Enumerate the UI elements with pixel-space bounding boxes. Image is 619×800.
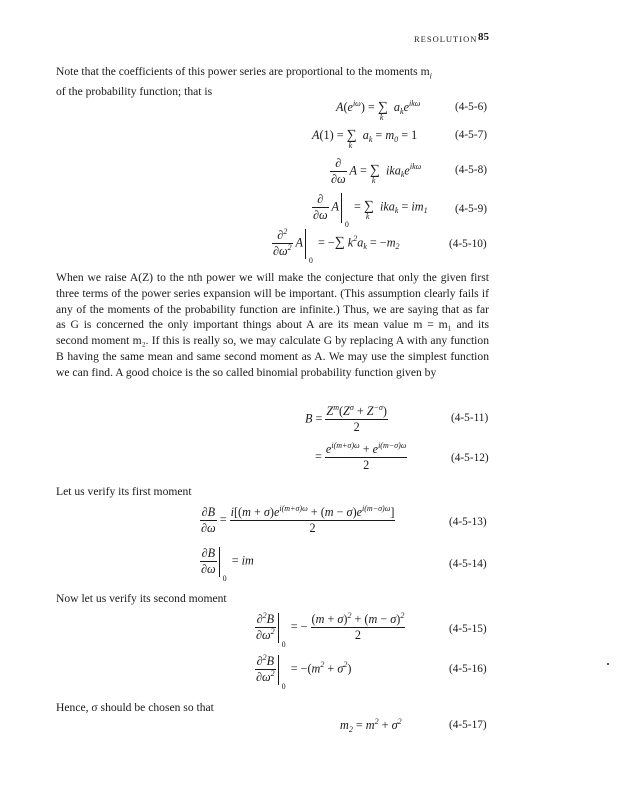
equation-4-5-12: = $\frac{e^{i(m+\sigma)\omega} + e^{i(m-\sigma)\omega}}{2}$ (315, 441, 407, 472)
equation-4-5-8: $\frac{\partial}{\partial\omega}$ A = ∑ k $ika_ke^{ik\omega}$ (331, 156, 422, 186)
equation-number-4-5-13: (4-5-13) (449, 516, 487, 528)
equation-4-5-10: $\frac{\partial^2}{\partial\omega^2}$ A 0 = −∑ $k^2a_k = -m_2$ (273, 227, 400, 265)
equation-number-4-5-11: (4-5-11) (451, 412, 489, 424)
equation-number-4-5-6: (4-5-6) (455, 101, 487, 113)
equation-4-5-16: $\frac{\partial^2B}{\partial\omega^2}$ 0 = $-(m^2 + \sigma^2)$ (256, 653, 352, 691)
main-paragraph: When we raise A(Z) to the nth power we will make the conjecture that only the given first three terms of the power series expansion will be important. (This assumption clearly fails if any of the moments of the probability function are infinite.) Thus, we are saying that as far as G is concerned the only important things about A are its mean value m = m₁ and its second moment m₂. If this is really so, we may calculate G by replacing A with any function B having the same mean and same second moment as A. We may use the simplest function we can find. A good choice is the so called binomial probability function given by (56, 271, 489, 379)
running-header-title: RESOLUTION (414, 34, 478, 44)
equation-number-4-5-14: (4-5-14) (449, 558, 487, 570)
equation-4-5-6: $A(e^{i\omega})$ = ∑ k $a_ke^{ik\omega}$ (336, 99, 421, 122)
equation-number-4-5-7: (4-5-7) (455, 129, 487, 141)
text-second-moment: Now let us verify its second moment (56, 592, 227, 605)
equation-4-5-17: $m_2 = m^2 + \sigma^2$ (340, 717, 402, 734)
page-number: 85 (478, 31, 489, 43)
equation-number-4-5-12: (4-5-12) (451, 452, 489, 464)
equation-number-4-5-10: (4-5-10) (449, 238, 487, 250)
equation-4-5-13: $\frac{\partial B}{\partial\omega}$ = $\frac{i[(m + \sigma)e^{i(m+\sigma)\omega} + (m - \sigma)e^{i(m-\sigma)\omega}]}{2}$ (201, 504, 395, 535)
equation-number-4-5-9: (4-5-9) (455, 203, 487, 215)
equation-4-5-11: B = $\frac{Z^m(Z^\sigma + Z^{-\sigma})}{2}$ (305, 403, 387, 434)
intro-line-1: Note that the coefficients of this power series are proportional to the moments m (56, 65, 430, 78)
intro-line-2: of the probability function; that is (56, 85, 213, 99)
equation-number-4-5-15: (4-5-15) (449, 623, 487, 635)
equation-4-5-7: A(1) = ∑ k $a_k = m_0 = 1$ (312, 128, 418, 150)
intro-line-1-subscript: i (429, 71, 432, 81)
equation-4-5-14: $\frac{\partial B}{\partial\omega}$ 0 = im (201, 546, 254, 583)
text-first-moment: Let us verify its first moment (56, 485, 192, 498)
intro-paragraph (56, 64, 489, 100)
equation-4-5-15: $\frac{\partial^2B}{\partial\omega^2}$ 0 = − $\frac{(m + \sigma)^2 + (m - \sigma)^2}{2}$ (256, 611, 405, 649)
equation-number-4-5-17: (4-5-17) (449, 719, 487, 731)
equation-4-5-9: $\frac{\partial}{\partial\omega}$ A 0 = ∑ k $ika_k = im_1$ (313, 192, 428, 229)
equation-number-4-5-16: (4-5-16) (449, 663, 487, 675)
scan-speck (607, 663, 609, 665)
equation-number-4-5-8: (4-5-8) (455, 164, 487, 176)
text-hence: Hence, σ should be chosen so that (56, 701, 214, 714)
